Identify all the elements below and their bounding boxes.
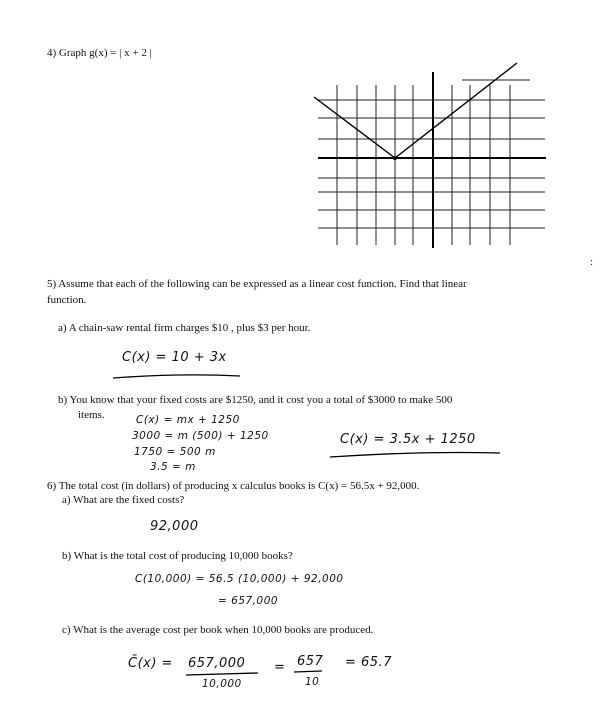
- q6c-denominator-1: 10,000: [202, 678, 242, 690]
- q6c-numerator-1: 657,000: [188, 656, 246, 671]
- q5a-prompt: a) A chain-saw rental firm charges $10 , plus $3 per hour.: [58, 322, 311, 334]
- q5b-work-line: 1750 = 500 m: [134, 446, 216, 458]
- q6c-equals: =: [274, 660, 286, 675]
- q6-prompt: 6) The total cost (in dollars) of producing x calculus books is C(x) = 56.5x + 92,000.: [47, 480, 420, 492]
- q6b-work-line1: C(10,000) = 56.5 (10,000) + 92,000: [135, 573, 344, 585]
- q6b-work-line2: = 657,000: [218, 595, 279, 607]
- q5b-prompt-line2: items.: [78, 409, 105, 421]
- q5b-work-line: C(x) = mx + 1250: [136, 414, 240, 426]
- q6a-prompt: a) What are the fixed costs?: [62, 494, 185, 506]
- q6a-answer: 92,000: [150, 519, 199, 534]
- q4-prompt: 4) Graph g(x) = | x + 2 |: [47, 47, 152, 59]
- q5b-work-line: 3.5 = m: [150, 461, 196, 473]
- q6c-numerator-2: 657: [297, 654, 324, 669]
- q5a-answer: C(x) = 10 + 3x: [122, 350, 227, 365]
- margin-mark: :: [590, 256, 594, 268]
- q5-prompt-line2: function.: [47, 294, 87, 306]
- q5-prompt-line1: 5) Assume that each of the following can be expressed as a linear cost function. Find that linear: [47, 278, 467, 290]
- q6c-denominator-2: 10: [305, 676, 320, 688]
- q6c-cbar: C̄(x) =: [128, 656, 173, 671]
- q5b-answer: C(x) = 3.5x + 1250: [340, 432, 476, 447]
- q6c-result: = 65.7: [345, 655, 392, 670]
- q5b-prompt-line1: b) You know that your fixed costs are $1250, and it cost you a total of $3000 to make 500: [58, 394, 453, 406]
- q6b-prompt: b) What is the total cost of producing 10,000 books?: [62, 550, 293, 562]
- q6c-prompt: c) What is the average cost per book when 10,000 books are produced.: [62, 624, 374, 636]
- q5b-work-line: 3000 = m (500) + 1250: [132, 430, 269, 442]
